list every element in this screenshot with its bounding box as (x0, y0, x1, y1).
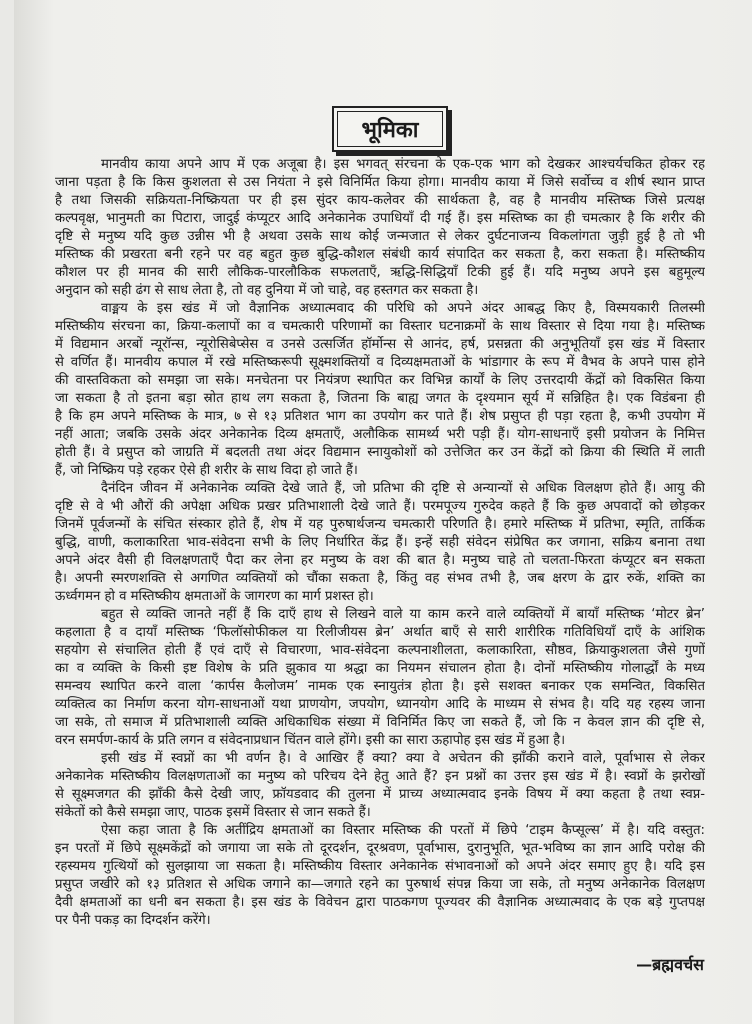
text-line: अनेकानेक मस्तिष्कीय विलक्षणताओं का मनुष्य को परिचय देने हेतु आते हैं? इन प्रश्नों का उत्तर इस खंड में है। स्वप्नों के झरोखों (55, 769, 705, 784)
page-title: भूमिका (361, 118, 419, 143)
text-line: का व व्यक्ति के किसी इष्ट विशेष के प्रति झुकाव या श्रद्धा का नियमन संचालन होता है। दोनों मस्तिष्कीय गोलार्द्धों के मध्य (55, 661, 705, 676)
text-line: मस्तिष्कीय संरचना का, क्रिया-कलापों का व चमत्कारी परिणामों का विस्तार घटनाक्रमों के साथ विस्तार से दिया गया है। मस्तिष्क (55, 319, 705, 334)
text-line: कौशल पर ही मानव की सारी लौकिक-पारलौकिक सफलताएँ, ऋद्धि-सिद्धियाँ टिकी हुई हैं। यदि मनुष्य अपने इस बहुमूल्य (55, 265, 705, 280)
text-line: ऐसा कहा जाता है कि अतींद्रिय क्षमताओं का विस्तार मस्तिष्क की परतों में छिपे ‘टाइम कैप्सूल्स’ में है। यदि वस्तुत: (101, 823, 705, 838)
text-line: है तथा जिसकी सक्रियता-निष्क्रियता पर ही इस सुंदर काय-कलेवर की सार्थकता है, वह है मानवीय मस्तिष्क जिसे प्रत्यक्ष (55, 193, 705, 208)
text-line: कल्पवृक्ष, भानुमती का पिटारा, जादुई कंप्यूटर आदि अनेकानेक उपाधियाँ दी गई हैं। इस मस्तिष्क का ही चमत्कार है कि शरीर की (55, 211, 705, 226)
text-line: की वास्तविकता को समझा जा सके। मनचेतना पर नियंत्रण स्थापित कर विभिन्न कार्यों के लिए उत्तरदायी केंद्रों को विकसित किया (55, 373, 705, 388)
text-line: इन परतों में छिपे सूक्ष्मकेंद्रों को जगाया जा सके तो दूरदर्शन, दूरश्रवण, पूर्वाभास, दुरानुभूति, भूत-भविष्य का ज्ञान आदि परोक्ष की (55, 841, 705, 856)
paragraph (55, 606, 705, 750)
text-line: पर पैनी पकड़ का दिग्दर्शन करेंगे। (55, 913, 211, 928)
text-line: अनुदान को सही ढंग से साध लेता है, तो वह दुनिया में जो चाहे, वह हस्तगत कर सकता है। (55, 283, 479, 298)
text-line: दृष्टि से मनुष्य यदि कुछ उन्नीस भी है अथवा उसके साथ कोई जन्मजात से लेकर दुर्घटनाजन्य विकलांगता जुड़ी हुई है तो भी (55, 229, 705, 244)
text-line: इसी खंड में स्वप्नों का भी वर्णन है। वे आखिर हैं क्या? क्या वे अचेतन की झाँकी कराने वाले, पूर्वाभास से लेकर (101, 751, 705, 766)
paragraph (55, 750, 705, 822)
text-line: व्यक्तित्व का निर्माण करना योग-साधनाओं यथा प्राणयोग, जपयोग, ध्यानयोग आदि के माध्यम से संभव है। यदि यह रहस्य जाना (55, 697, 705, 712)
paragraph (55, 300, 705, 480)
text-line: वरन समर्पण-कार्य के प्रति लगन व संवेदनाप्रधान चिंतन वाले होंगे। इसी का सारा ऊहापोह इस खंड में हुआ है। (55, 733, 566, 748)
paragraph (55, 822, 705, 930)
text-line: है। अपनी स्मरणशक्ति से अगणित व्यक्तियों को चौंका सकता है, किंतु वह संभव तभी है, जब क्षरण के द्वार रुकें, शक्ति का (55, 571, 705, 586)
paragraph (55, 480, 705, 606)
text-line: प्रसुप्त जखीरे को १३ प्रतिशत से अधिक जगाने का—जगाते रहने का पुरुषार्थ संपन्न किया जा सके, तो मनुष्य अनेकानेक विलक्षण (55, 877, 705, 892)
text-line: मस्तिष्क की प्रखरता बनी रहने पर वह बहुत कुछ बुद्धि-कौशल संबंधी कार्य संपादित कर सकता है, करा सकता है। मस्तिष्कीय (55, 247, 705, 262)
text-line: बहुत से व्यक्ति जानते नहीं हैं कि दाएँ हाथ से लिखने वाले या काम करने वाले व्यक्तियों में बायाँ मस्तिष्क ‘मोटर ब्रेन’ (101, 607, 705, 622)
text-line: है कि हम अपने मस्तिष्क के मात्र, ७ से १३ प्रतिशत भाग का उपयोग कर पाते हैं। शेष प्रसुप्त ही पड़ा रहता है, कभी उपयोग में (55, 409, 705, 424)
text-line: दैनंदिन जीवन में अनेकानेक व्यक्ति देखे जाते हैं, जो प्रतिभा की दृष्टि से अन्यान्यों से अधिक विलक्षण होते हैं। आयु की (101, 481, 705, 496)
text-line: समन्वय स्थापित करने वाला ‘कार्पस कैलोजम’ नामक एक स्नायुतंत्र होता है। इसे सशक्त बनाकर एक समन्वित, विकसित (55, 679, 705, 694)
text-line: होती हैं। वे प्रसुप्त को जाग्रति में बदलती तथा अंदर विद्यमान स्नायुकोशों को उत्तेजित कर उन केंद्रों को क्रिया की स्थिति में लाती (55, 445, 705, 460)
text-line: ऊर्ध्वगमन हो व मस्तिष्कीय क्षमताओं के जागरण का मार्ग प्रशस्त हो। (55, 589, 374, 604)
text-line: नहीं आता; जबकि उसके अंदर अनेकानेक दिव्य क्षमताएँ, अलौकिक सामर्थ्य भरी पड़ी हैं। योग-साधनाएँ इसी प्रयोजन के निमित्त (55, 427, 705, 442)
text-line: सहयोग से संचालित होती हैं एवं दाएँ से विचारणा, भाव-संवेदना कल्पनाशीलता, कलाकारिता, सौष्ठव, क्रियाकुशलता जैसे गुणों (55, 643, 705, 658)
text-line: अपने अंदर वैसी ही विलक्षणताएँ पैदा कर लेना हर मनुष्य के वश की बात है। मनुष्य चाहे तो चलता-फिरता कंप्यूटर बन सकता (55, 553, 705, 568)
title-box (332, 106, 448, 152)
text-line: से सूक्ष्मजगत की झाँकी कैसे देखी जाए, फ्रॉयडवाद की तुलना में प्राच्य अध्यात्मवाद इनके विषय में क्या कहता है तथा स्वप्न- (55, 787, 705, 802)
body-text (55, 156, 705, 930)
text-line: संकेतों को कैसे समझा जाए, पाठक इसमें विस्तार से जान सकते हैं। (55, 805, 371, 820)
text-line: हैं, जो निष्क्रिय पड़े रहकर ऐसे ही शरीर के साथ विदा हो जाते हैं। (55, 463, 358, 478)
text-line: जाना पड़ता है कि किस कुशलता से उस नियंता ने इसे विनिर्मित किया होगा। मानवीय काया में जिसे सर्वोच्च व शीर्ष स्थान प्राप्त (55, 175, 705, 190)
text-line: जा सकता है तो इतना बड़ा स्रोत हाथ लग सकता है, जितना कि बाह्य जगत के दृश्यमान सूर्य में सन्निहित है। एक विडंबना ही (55, 391, 705, 406)
text-line: से वर्णित हैं। मानवीय कपाल में रखे मस्तिष्करूपी सूक्ष्मशक्तियों व दिव्यक्षमताओं के भांडागार के रूप में वैभव के अपने पास होने (55, 355, 705, 370)
signature: —ब्रह्मवर्चस (636, 955, 704, 974)
paragraph (55, 156, 705, 300)
text-line: कहलाता है व दायाँ मस्तिष्क ‘फिलॉसोफीकल या रिलीजीयस ब्रेन’ अर्थात बाएँ से सारी शारीरिक गतिविधियाँ दाएँ के आंशिक (55, 625, 705, 640)
text-line: जिनमें पूर्वजन्मों के संचित संस्कार होते हैं, शेष में यह पुरुषार्थजन्य चमत्कारी परिणति है। हमारे मस्तिष्क में प्रतिभा, स्मृति, तार्किक (55, 517, 705, 532)
text-line: दैवी क्षमताओं का धनी बन सकता है। इस खंड के विवेचन द्वारा पाठकगण पूज्यवर की वैज्ञानिक अध्यात्मवाद के एक बड़े गुप्तपक्ष (55, 895, 705, 910)
text-line: दृष्टि से वे भी औरों की अपेक्षा अधिक प्रखर प्रतिभाशाली देखे जाते हैं। परमपूज्य गुरुदेव कहते हैं कि कुछ अपवादों को छोड़कर (55, 499, 705, 514)
text-line: रहस्यमय गुत्थियों को सुलझाया जा सकता है। मस्तिष्कीय विस्तार अनेकानेक संभावनाओं को अपने अंदर समाए हुए है। यदि इस (55, 859, 705, 874)
text-line: में विद्यमान अरबों न्यूरॉन्स, न्यूरोसिबेप्सेस व उनसे उत्सर्जित हॉर्मोन्स से आनंद, हर्ष, प्रसन्नता की अनुभूतियाँ इस खंड में विस्तार (55, 337, 705, 352)
text-line: बुद्धि, वाणी, कलाकारिता भाव-संवेदना सभी के लिए निर्धारित केंद्र हैं। इन्हें सही संवेदन संप्रेषित कर जगाना, सक्रिय बनाना तथा (55, 535, 705, 550)
text-line: जा सके, तो समाज में प्रतिभाशाली व्यक्ति अधिकाधिक संख्या में विनिर्मित किए जा सकते हैं, जो कि न केवल ज्ञान की दृष्टि से, (55, 715, 705, 730)
text-line: वाङ्मय के इस खंड में जो वैज्ञानिक अध्यात्मवाद की परिधि को अपने अंदर आबद्ध किए है, विस्मयकारी तिलस्मी (101, 301, 705, 316)
text-line: मानवीय काया अपने आप में एक अजूबा है। इस भगवत् संरचना के एक-एक भाग को देखकर आश्चर्यचकित होकर रह (101, 157, 705, 172)
